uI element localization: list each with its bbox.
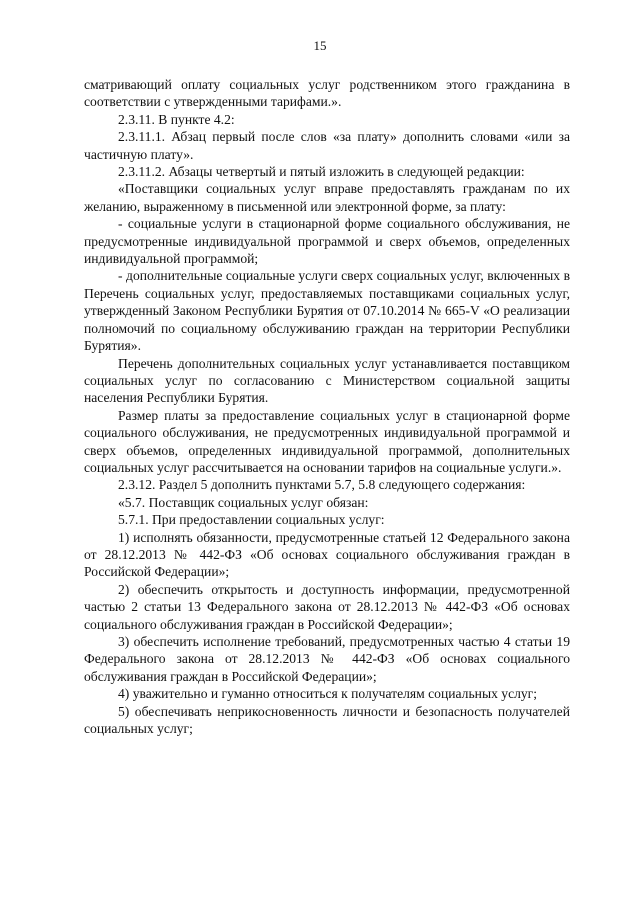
paragraph-additional-list: Перечень дополнительных социальных услуг устанавливается поставщиком социальных услуг по согласованию с Министерством социальной защиты населения Республики Бурятия.: [84, 355, 570, 406]
paragraph-quote-providers: «Поставщики социальных услуг вправе предоставлять гражданам по их желанию, выраженному в письменной или электронной форме, за плату:: [84, 181, 570, 214]
paragraph-item-4: 4) уважительно и гуманно относиться к получателям социальных услуг;: [118, 686, 538, 702]
paragraph-continuation: сматривающий оплату социальных услуг родственником этого гражданина в соответствии с утвержденными тарифами.».: [84, 77, 570, 110]
paragraph-2-3-11: 2.3.11. В пункте 4.2:: [118, 111, 235, 127]
paragraph-item-5: 5) обеспечивать неприкосновенность личности и безопасность получателей социальных услуг;: [84, 703, 570, 737]
paragraph-item-2: 2) обеспечить открытость и доступность информации, предусмотренной частью 2 статьи 13 Федерального закона от 28.12.2013 № 442-ФЗ «Об основах социального обслуживания граждан в Российской Федерации»;: [84, 581, 570, 632]
paragraph-fee-amount: Размер платы за предоставление социальных услуг в стационарной форме социального обслуживания, не предусмотренных индивидуальной программой и сверх объемов, определенных индивидуальной программой, дополнительных социальных услуг рассчитывается на основании тарифов на социальные услуги.».: [84, 407, 570, 475]
paragraph-5-7: «5.7. Поставщик социальных услуг обязан:: [118, 494, 369, 510]
document-body: [84, 76, 570, 737]
paragraph-item-3: 3) обеспечить исполнение требований, предусмотренных частью 4 статьи 19 Федерального закона от 28.12.2013 № 442-ФЗ «Об основах социального обслуживания граждан в Российской Федерации»;: [84, 634, 570, 684]
paragraph-item-1: 1) исполнять обязанности, предусмотренные статьей 12 Федерального закона от 28.12.2013 № 442-ФЗ «Об основах социального обслуживания граждан в Российской Федерации»;: [84, 529, 570, 580]
paragraph-list-item-stationary: - социальные услуги в стационарной форме социального обслуживания, не предусмотренные индивидуальной программой и сверх объемов, определенных индивидуальной программой;: [84, 216, 570, 267]
paragraph-2-3-12: 2.3.12. Раздел 5 дополнить пунктами 5.7, 5.8 следующего содержания:: [118, 477, 526, 493]
page-number: 15: [313, 38, 327, 53]
paragraph-5-7-1: 5.7.1. При предоставлении социальных услуг:: [118, 512, 385, 528]
paragraph-2-3-11-2: 2.3.11.2. Абзацы четвертый и пятый изложить в следующей редакции:: [118, 164, 525, 180]
paragraph-list-item-additional: - дополнительные социальные услуги сверх социальных услуг, включенных в Перечень социальных услуг, предоставляемых поставщиками социальных услуг, утвержденный Законом Республики Бурятия от 07.10.2014 № 665-V «О реализации полномочий по социальному обслуживанию граждан на территории Республики Бурятия».: [84, 268, 570, 354]
paragraph-2-3-11-1: 2.3.11.1. Абзац первый после слов «за плату» дополнить словами «или за частичную плату».: [84, 129, 570, 162]
